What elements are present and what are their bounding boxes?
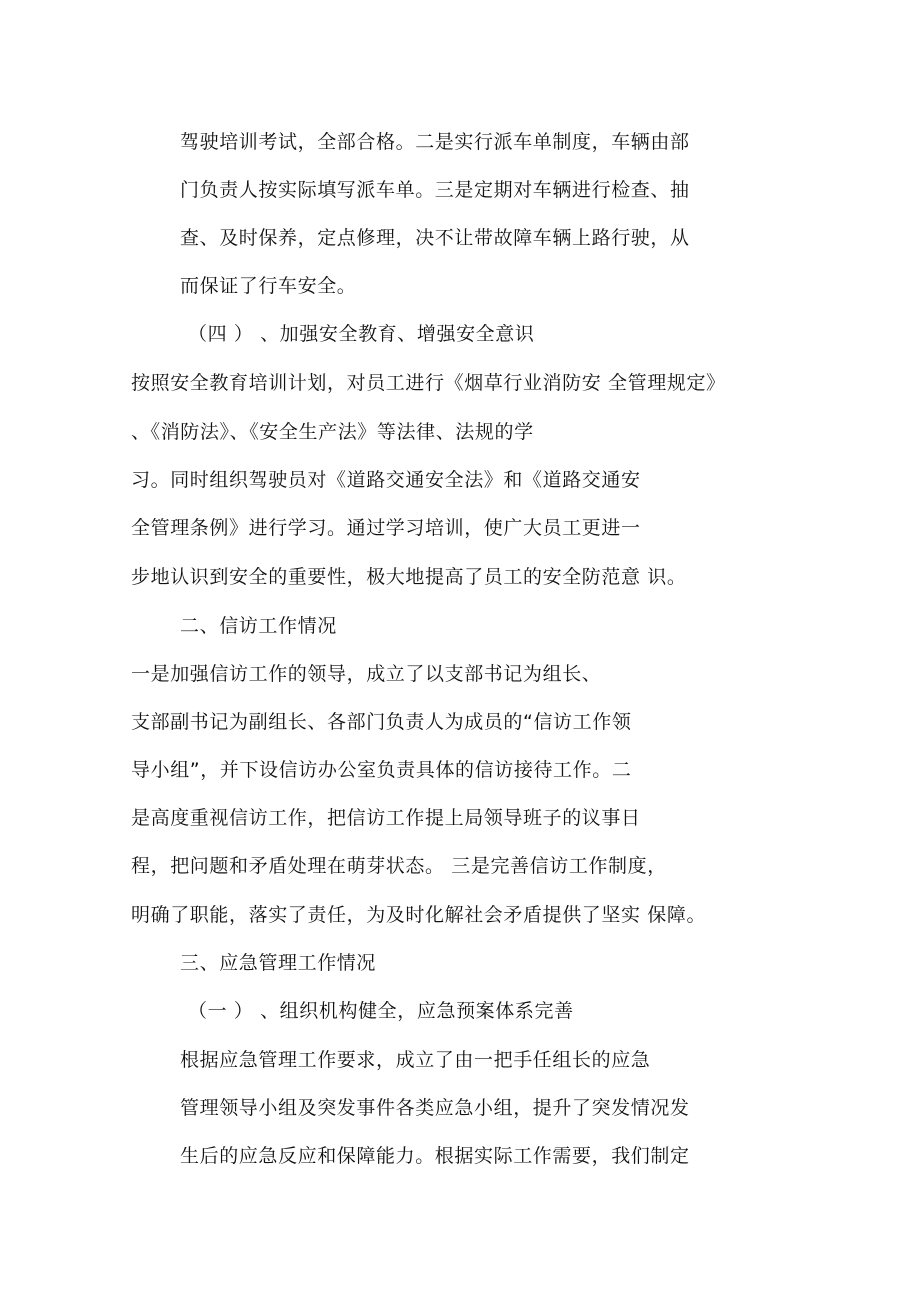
text-line: 是高度重视信访工作，把信访工作提上局领导班子的议事日 <box>131 807 641 829</box>
text-line: 步地认识到安全的重要性，极大地提高了员工的安全防范意 识。 <box>131 566 687 588</box>
text-line: 支部副书记为副组长、各部门负责人为成员的“信访工作领 <box>131 711 632 733</box>
text-line: 、《消防法》、《安全生产法》等法律、法规的学 <box>131 421 534 443</box>
text-line: 按照安全教育培训计划，对员工进行《烟草行业消防安 全管理规定》 <box>131 372 726 394</box>
section-heading: （一 ） 、组织机构健全，应急预案体系完善 <box>188 1000 574 1022</box>
text-line: 习。同时组织驾驶员对《道路交通安全法》和《道路交通安 <box>131 469 641 491</box>
section-heading: （四 ） 、加强安全教育、增强安全意识 <box>188 323 535 345</box>
text-line: 门负责人按实际填写派车单。三是定期对车辆进行检查、抽 <box>180 179 690 201</box>
text-line: 查、及时保养，定点修理，决不让带故障车辆上路行驶，从 <box>180 227 690 249</box>
text-line: 导小组”，并下设信访办公室负责具体的信访接待工作。二 <box>131 759 632 781</box>
text-line: 根据应急管理工作要求，成立了由一把手任组长的应急 <box>180 1049 651 1071</box>
text-line: 管理领导小组及突发事件各类应急小组，提升了突发情况发 <box>180 1097 690 1119</box>
section-heading: 二、信访工作情况 <box>180 615 337 637</box>
text-line: 而保证了行车安全。 <box>180 275 357 297</box>
text-line: 程，把问题和矛盾处理在萌芽状态。 三是完善信访工作制度， <box>131 855 667 877</box>
text-line: 驾驶培训考试，全部合格。二是实行派车单制度，车辆由部 <box>180 131 690 153</box>
text-line: 明确了职能，落实了责任，为及时化解社会矛盾提供了坚实 保障。 <box>131 904 707 926</box>
text-line: 生后的应急反应和保障能力。根据实际工作需要，我们制定 <box>180 1145 690 1167</box>
text-line: 全管理条例》进行学习。通过学习培训，使广大员工更进一 <box>131 517 641 539</box>
section-heading: 三、应急管理工作情况 <box>180 952 377 974</box>
text-line: 一是加强信访工作的领导，成立了以支部书记为组长、 <box>131 663 602 685</box>
